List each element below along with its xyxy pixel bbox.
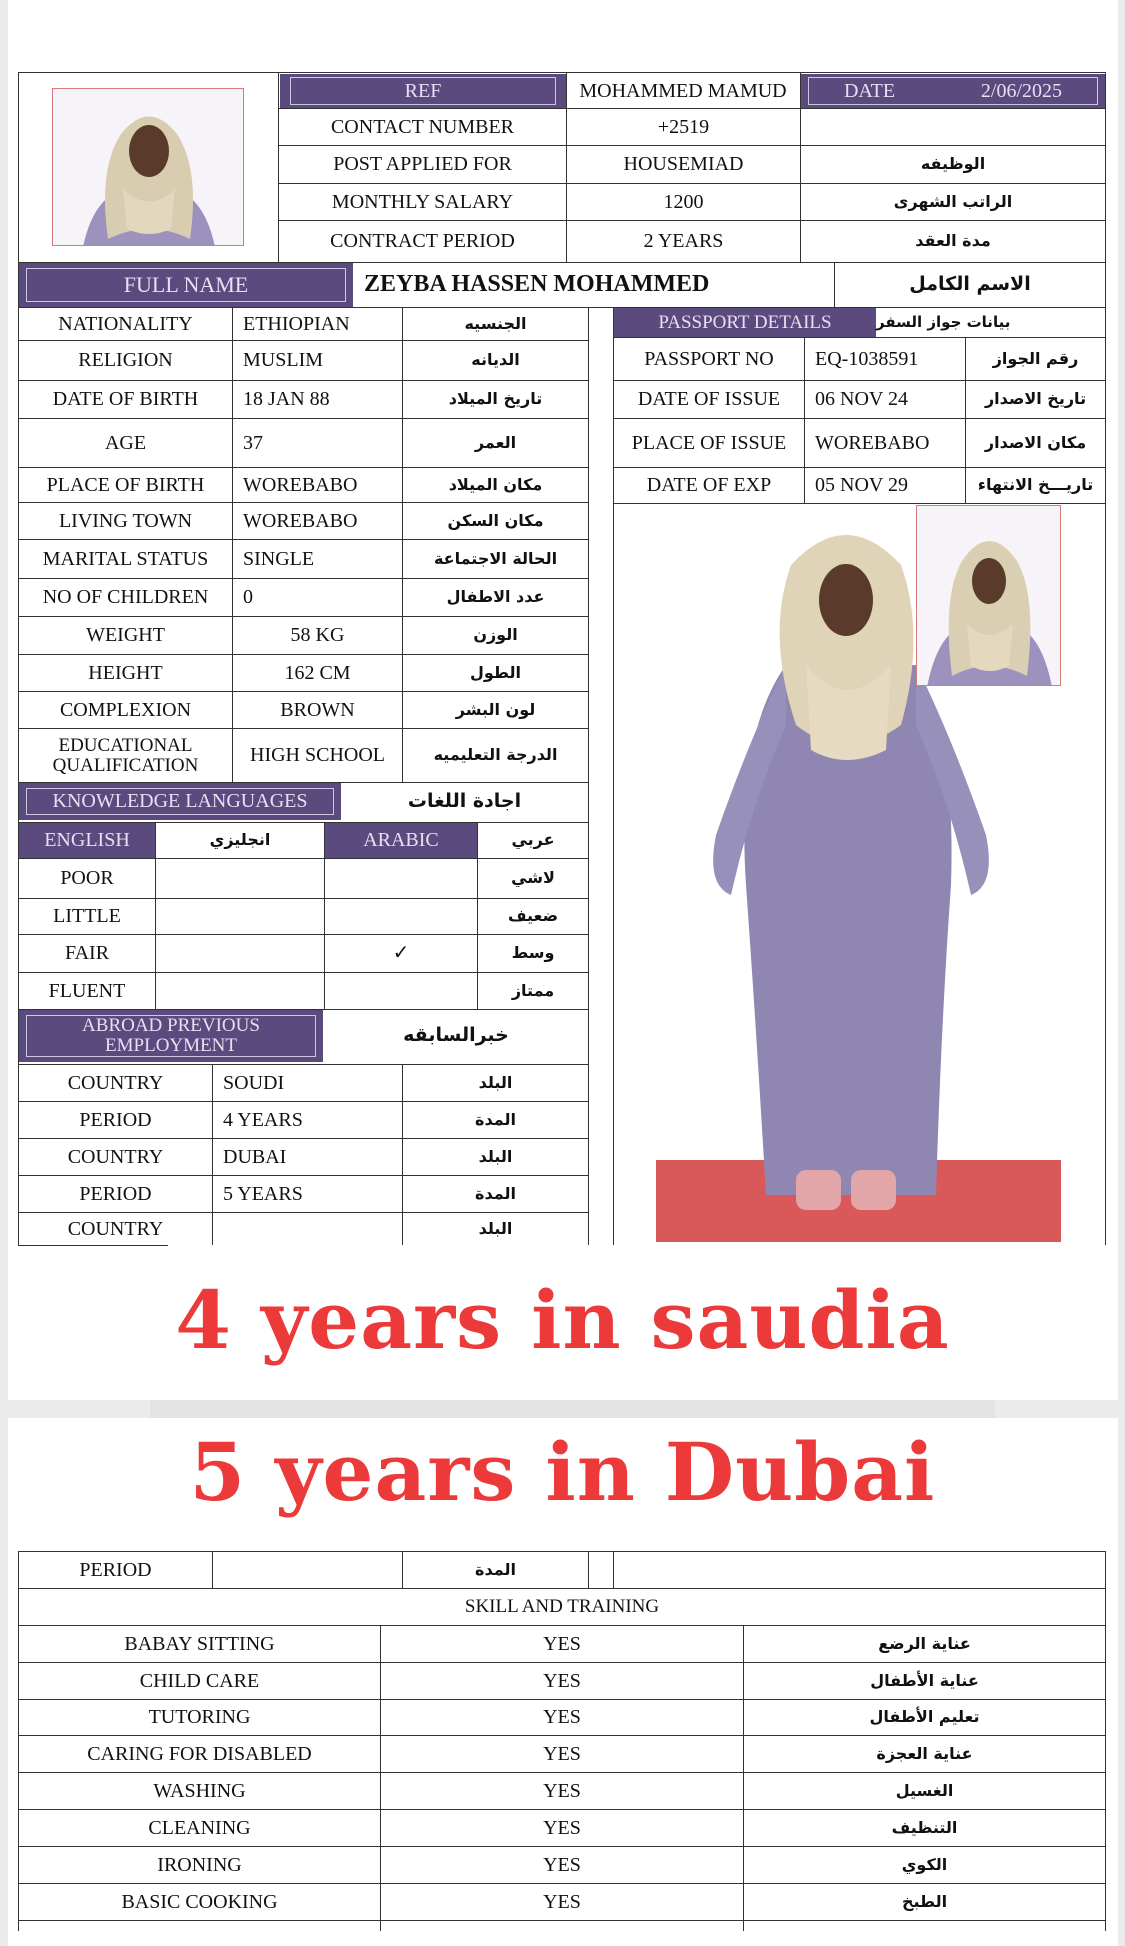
date-of-issue-arabic: تاريخ الاصدار — [984, 389, 1087, 409]
employment-country-3-label: COUNTRY — [67, 1145, 164, 1168]
date-of-issue-label: DATE OF ISSUE — [637, 388, 781, 410]
place-of-birth-value: WOREBABO — [243, 473, 358, 496]
lang-fluent-arabic-mark — [325, 973, 477, 1009]
place-of-birth-arabic: مكان الميلاد — [448, 474, 543, 494]
employment-country-5-label: COUNTRY — [67, 1217, 164, 1240]
period-last-arabic: المدة — [475, 1559, 516, 1579]
employment-period-2-label: PERIOD — [79, 1108, 152, 1131]
living-town-arabic: مكان السكن — [447, 510, 544, 530]
full-name-arabic: الاسم الكامل — [909, 273, 1031, 296]
employment-period-2-arabic: المدة — [475, 1109, 516, 1129]
contract-period-value: 2 YEARS — [643, 230, 724, 252]
contract-period-arabic: مدة العقد — [915, 231, 991, 251]
employment-period-4-value: 5 YEARS — [223, 1182, 303, 1205]
employment-header-arabic: خبرالسابقه — [403, 1024, 509, 1047]
passport-header-arabic: بيانات جواز السفر — [876, 312, 1011, 331]
contact-number-label: CONTACT NUMBER — [330, 115, 515, 138]
no-of-children-label: NO OF CHILDREN — [42, 586, 209, 608]
employment-period-2-value: 4 YEARS — [223, 1108, 303, 1131]
religion-value: MUSLIM — [243, 349, 324, 371]
employment-country-1-value: SOUDI — [223, 1071, 285, 1094]
place-of-issue-arabic: مكان الاصدار — [984, 432, 1087, 452]
weight-label: WEIGHT — [86, 624, 165, 646]
date-label: DATE — [843, 79, 896, 102]
post-applied-arabic: الوظيفه — [920, 154, 986, 174]
lang-fair-english-mark — [156, 935, 324, 972]
skill-caring-for-disabled-label: CARING FOR DISABLED — [87, 1742, 312, 1765]
nationality-value: ETHIOPIAN — [243, 312, 350, 335]
date-of-exp-arabic: تاريـــخ الانتهاء — [977, 475, 1094, 495]
age-value: 37 — [243, 431, 263, 454]
lang-little-label: LITTLE — [53, 905, 121, 927]
lang-little-english-mark — [156, 899, 324, 934]
lang-little-arabic-mark — [325, 899, 477, 934]
living-town-value: WOREBABO — [243, 509, 358, 532]
overlay-text-saudia: 4 years in saudia — [175, 1273, 950, 1367]
skill-child-care-value: YES — [543, 1669, 581, 1692]
skill-ironing-arabic: الكوي — [901, 1854, 948, 1874]
skill-ironing-value: YES — [543, 1853, 581, 1876]
applicant-passport-photo — [916, 505, 1061, 686]
skill-child-care-arabic: عناية الأطفال — [870, 1670, 979, 1690]
employment-country-1-arabic: البلد — [478, 1072, 513, 1092]
skill-babay-sitting-value: YES — [543, 1632, 581, 1655]
place-of-issue-value: WOREBABO — [815, 431, 930, 454]
educational-qualification-value: HIGH SCHOOL — [250, 744, 385, 766]
skill-child-care-label: CHILD CARE — [139, 1669, 260, 1692]
employment-country-3-value: DUBAI — [223, 1145, 287, 1168]
skill-caring-for-disabled-value: YES — [543, 1742, 581, 1765]
employment-period-4-label: PERIOD — [79, 1182, 152, 1205]
nationality-label: NATIONALITY — [58, 312, 193, 335]
date-of-birth-value: 18 JAN 88 — [243, 388, 330, 410]
age-arabic: العمر — [474, 432, 517, 452]
monthly-salary-value: 1200 — [663, 190, 704, 213]
full-name-label: FULL NAME — [19, 263, 353, 307]
contact-number-value: +2519 — [657, 115, 710, 138]
lang-fair-label: FAIR — [64, 942, 110, 964]
skill-basic-cooking-arabic: الطبخ — [901, 1891, 948, 1911]
contract-period-label: CONTRACT PERIOD — [330, 230, 515, 252]
skill-babay-sitting-arabic: عناية الرضع — [878, 1633, 971, 1653]
place-of-issue-label: PLACE OF ISSUE — [631, 431, 787, 454]
lang-fluent-arabic: ممتاز — [511, 980, 555, 1000]
marital-status-arabic: الحالة الاجتماعة — [433, 548, 558, 568]
monthly-salary-label: MONTHLY SALARY — [331, 190, 514, 213]
date-of-exp-value: 05 NOV 29 — [815, 474, 908, 496]
skill-cleaning-arabic: التنظيف — [891, 1817, 958, 1837]
educational-qualification-arabic: الدرجة التعليميه — [433, 745, 558, 765]
overlay-text-dubai: 5 years in Dubai — [189, 1425, 936, 1519]
post-applied-value: HOUSEMIAD — [623, 153, 744, 175]
no-of-children-arabic: عدد الاطفال — [446, 587, 545, 607]
skill-tutoring-label: TUTORING — [148, 1706, 251, 1728]
employment-country-3-arabic: البلد — [478, 1146, 513, 1166]
employment-country-5-arabic: البلد — [478, 1218, 513, 1238]
weight-value: 58 KG — [290, 624, 345, 646]
complexion-arabic: لون البشر — [455, 699, 536, 719]
skill-washing-label: WASHING — [153, 1779, 246, 1802]
marital-status-value: SINGLE — [243, 547, 315, 570]
complexion-label: COMPLEXION — [59, 698, 192, 721]
employment-header-line1: ABROAD PREVIOUS — [82, 1015, 260, 1037]
passport-no-label: PASSPORT NO — [644, 347, 774, 370]
employment-country-1-label: COUNTRY — [67, 1071, 164, 1094]
arabic-arabic-label: عربي — [511, 830, 555, 850]
lang-fluent-label: FLUENT — [48, 979, 126, 1002]
religion-label: RELIGION — [78, 349, 173, 371]
skills-header: SKILL AND TRAINING — [464, 1596, 660, 1618]
no-of-children-value: 0 — [243, 586, 253, 608]
lang-fair-arabic-mark: ✓ — [392, 942, 410, 964]
english-label: ENGLISH — [19, 823, 155, 858]
place-of-birth-label: PLACE OF BIRTH — [46, 473, 205, 496]
english-arabic-label: انجليزي — [209, 830, 271, 850]
monthly-salary-arabic: الراتب الشهرى — [893, 191, 1013, 211]
passport-header: PASSPORT DETAILS — [614, 308, 876, 337]
period-last-label: PERIOD — [79, 1558, 152, 1581]
applicant-portrait — [52, 88, 244, 246]
lang-poor-english-mark — [156, 859, 324, 898]
full-name-value: ZEYBA HASSEN MOHAMMED — [364, 271, 710, 298]
complexion-value: BROWN — [280, 698, 355, 721]
religion-arabic: الديانه — [471, 350, 520, 370]
skill-cleaning-value: YES — [543, 1816, 581, 1839]
ref-label: REF — [280, 74, 566, 108]
skill-tutoring-value: YES — [543, 1706, 581, 1728]
nationality-arabic: الجنسيه — [464, 313, 527, 333]
living-town-label: LIVING TOWN — [58, 509, 193, 532]
post-applied-label: POST APPLIED FOR — [333, 153, 512, 175]
lang-poor-arabic: لاشي — [511, 868, 555, 888]
lang-poor-arabic-mark — [325, 859, 477, 898]
employment-period-4-arabic: المدة — [475, 1183, 516, 1203]
lang-poor-label: POOR — [60, 867, 114, 889]
skill-washing-arabic: الغسيل — [895, 1780, 954, 1800]
passport-no-arabic: رقم الجواز — [992, 348, 1079, 368]
lang-little-arabic: ضعيف — [507, 906, 559, 926]
age-label: AGE — [104, 431, 147, 454]
employment-header-line2: EMPLOYMENT — [105, 1035, 237, 1056]
ref-value: MOHAMMED MAMUD — [579, 79, 787, 102]
weight-arabic: الوزن — [473, 625, 518, 645]
date-of-exp-label: DATE OF EXP — [646, 474, 772, 496]
skill-tutoring-arabic: تعليم الأطفال — [869, 1707, 980, 1727]
skill-caring-for-disabled-arabic: عناية العجزة — [876, 1743, 973, 1763]
passport-no-value: EQ-1038591 — [815, 347, 919, 370]
date-of-birth-label: DATE OF BIRTH — [52, 388, 199, 410]
date-of-birth-arabic: تاريخ الميلاد — [448, 389, 543, 409]
marital-status-label: MARITAL STATUS — [42, 547, 209, 570]
languages-header: KNOWLEDGE LANGUAGES — [19, 783, 341, 820]
height-arabic: الطول — [470, 662, 521, 682]
educational-qualification-label: EDUCATIONAL QUALIFICATION — [52, 734, 199, 776]
skill-babay-sitting-label: BABAY SITTING — [124, 1632, 275, 1655]
height-value: 162 CM — [284, 661, 351, 684]
skill-washing-value: YES — [543, 1779, 581, 1802]
arabic-label: ARABIC — [325, 823, 477, 858]
skill-basic-cooking-label: BASIC COOKING — [121, 1890, 278, 1913]
skill-ironing-label: IRONING — [157, 1853, 242, 1876]
lang-fair-arabic: وسط — [511, 943, 555, 963]
lang-fluent-english-mark — [156, 973, 324, 1009]
languages-header-arabic: اجادة اللغات — [407, 789, 522, 812]
employment-country-5-value — [213, 1213, 402, 1245]
skill-cleaning-label: CLEANING — [148, 1816, 251, 1839]
skill-basic-cooking-value: YES — [543, 1890, 581, 1913]
page-gap-shadow — [150, 1400, 995, 1418]
date-of-issue-value: 06 NOV 24 — [815, 388, 908, 410]
date-value: 2/06/2025 — [980, 79, 1063, 102]
height-label: HEIGHT — [88, 661, 163, 684]
